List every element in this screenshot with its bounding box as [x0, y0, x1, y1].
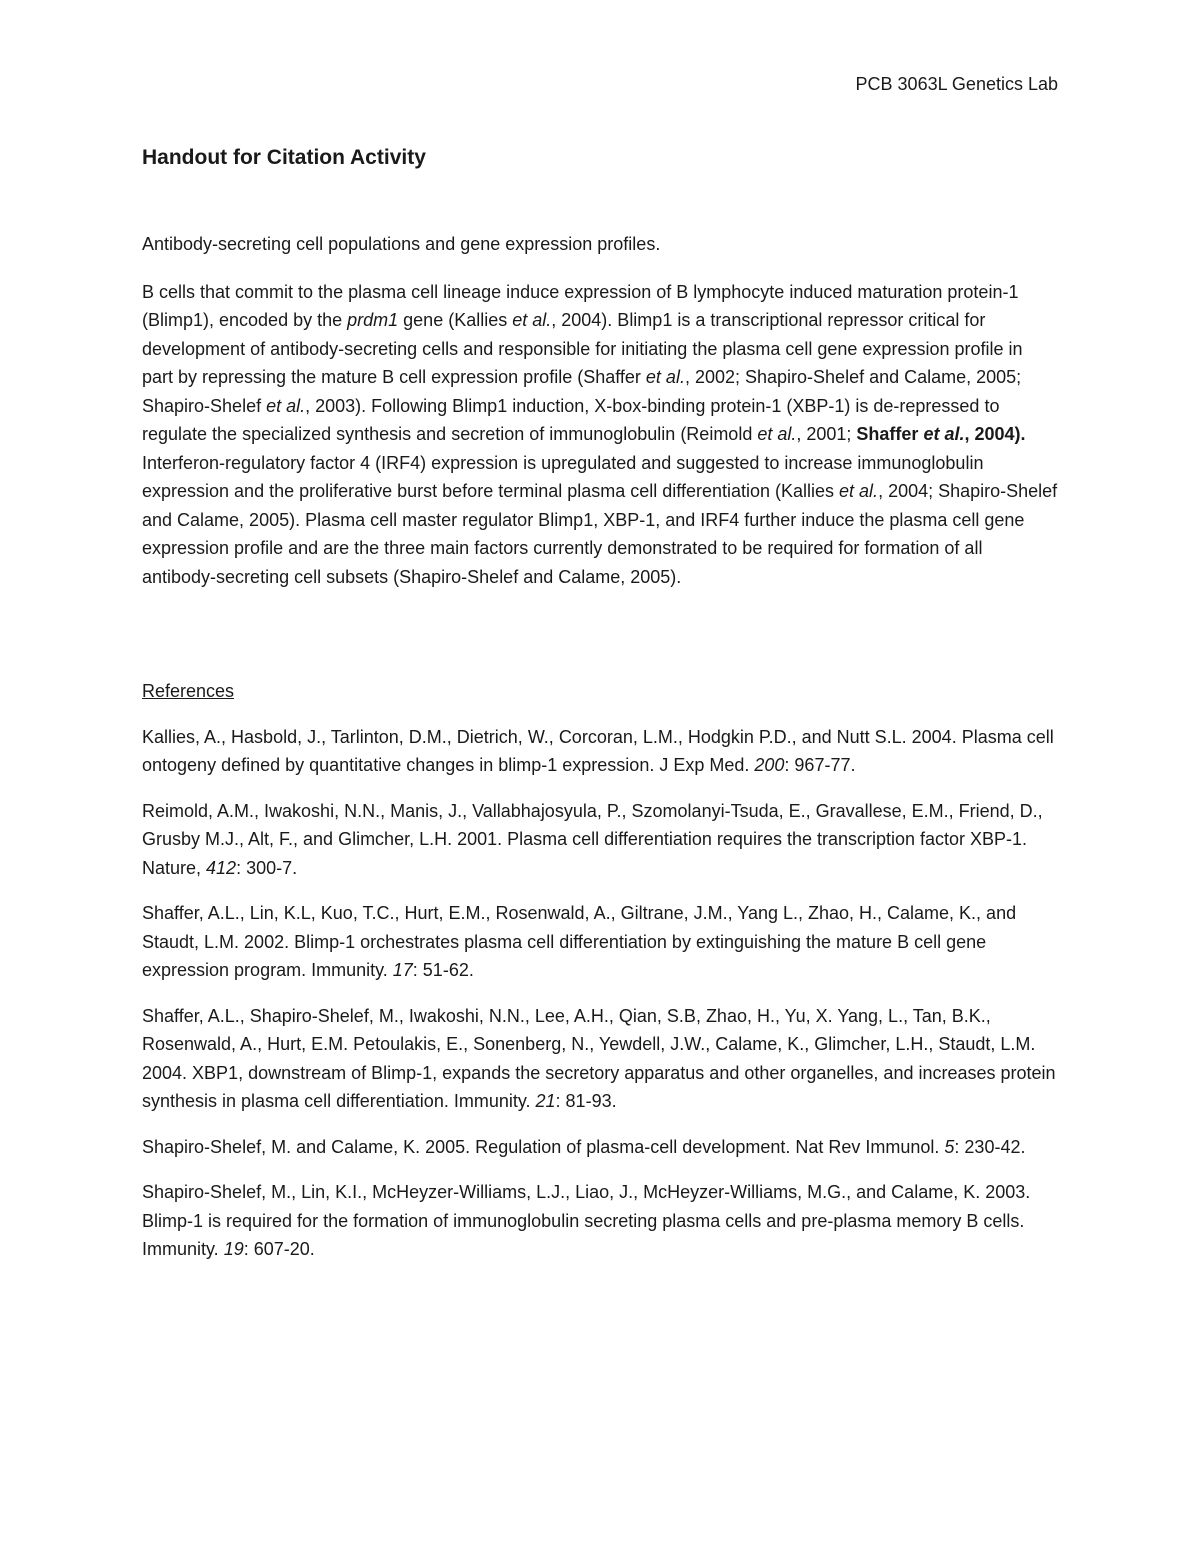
- reference-volume: 17: [392, 960, 413, 980]
- references-list: [142, 723, 1058, 1264]
- reference-volume: 19: [223, 1239, 244, 1259]
- paragraph-text: B cells that commit to the plasma cell lineage induce expression of B lymphocyte induced maturation protein-1 (Blimp1), encoded by the: [142, 281, 1019, 330]
- et-al: et al.: [512, 310, 552, 330]
- reference-pages: : 51-62.: [412, 960, 474, 980]
- reference-pages: : 607-20.: [243, 1239, 315, 1259]
- paragraph-text: Interferon-regulatory factor 4 (IRF4) expression is upregulated and suggested to increase immunoglobulin expression and the proliferative burst before terminal plasma cell differentiation (Kallies: [142, 452, 984, 501]
- gene-name: prdm1: [347, 310, 399, 330]
- document-body: [142, 230, 1058, 1281]
- et-al: et al.: [757, 424, 797, 444]
- reference-entry: [142, 723, 1058, 780]
- reference-volume: 200: [754, 755, 785, 775]
- reference-text: Kallies, A., Hasbold, J., Tarlinton, D.M., Dietrich, W., Corcoran, L.M., Hodgkin P.D., and Nutt S.L. 2004. Plasma cell ontogeny defined by quantitative changes in blimp-1 expression. J Exp Med.: [142, 726, 1054, 775]
- reference-entry: [142, 797, 1058, 883]
- bold-citation-text: , 2004).: [964, 424, 1026, 444]
- paragraph-text: , 2004; Shapiro-Shelef and Calame, 2005). Plasma cell master regulator Blimp1, XBP-1, and IRF4 further induce the plasma cell gene expression profile and are the three main factors currently demonstrated to be required for formation of all antibody-secreting cell subsets (Shapiro-Shelef and Calame, 2005).: [142, 481, 1058, 587]
- et-al: et al.: [266, 395, 306, 416]
- reference-entry: [142, 1178, 1058, 1264]
- paragraph-text: , 2003). Following Blimp1 induction, X-box-binding protein-1 (XBP-1) is de-repressed to regulate the specialized synthesis and secretion of immunoglobulin (Reimold: [142, 395, 1000, 444]
- bold-citation: [856, 424, 1025, 444]
- page-title: Handout for Citation Activity: [142, 146, 426, 169]
- reference-entry: [142, 1002, 1058, 1116]
- reference-pages: : 300-7.: [236, 857, 298, 878]
- reference-entry: [142, 899, 1058, 985]
- paragraph-text: , 2004). Blimp1 is a transcriptional repressor critical for development of antibody-secreting cells and responsible for initiating the plasma cell gene expression profile in part by repressing the mature B cell expression profile (Shaffer: [142, 310, 1023, 387]
- paragraph-text: , 2002; Shapiro-Shelef and Calame, 2005; Shapiro-Shelef: [142, 367, 1022, 416]
- body-paragraph: [142, 278, 1058, 592]
- et-al: et al.: [645, 367, 685, 387]
- reference-volume: 21: [535, 1091, 556, 1111]
- section-heading: Antibody-secreting cell populations and gene expression profiles.: [142, 234, 661, 254]
- course-header: PCB 3063L Genetics Lab: [855, 74, 1058, 94]
- et-al: et al.: [839, 481, 879, 501]
- reference-volume: 412: [206, 857, 237, 878]
- reference-pages: : 81-93.: [555, 1091, 617, 1111]
- reference-pages: : 230-42.: [954, 1136, 1026, 1157]
- reference-pages: : 967-77.: [784, 755, 856, 775]
- reference-text: Shapiro-Shelef, M., Lin, K.I., McHeyzer-Williams, L.J., Liao, J., McHeyzer-Williams, M.G., and Calame, K. 2003. Blimp-1 is required for the formation of immunoglobulin secreting plasma cells and pre-plasma memory B cells. Immunity.: [142, 1182, 1031, 1259]
- paragraph-text: , 2001;: [796, 424, 857, 444]
- reference-volume: 5: [944, 1136, 955, 1157]
- references-heading: References: [142, 681, 235, 701]
- reference-entry: [142, 1133, 1058, 1162]
- reference-text: Shapiro-Shelef, M. and Calame, K. 2005. Regulation of plasma-cell development. Nat Rev Immunol.: [142, 1136, 945, 1157]
- paragraph-text: gene (Kallies: [398, 310, 513, 330]
- reference-text: Shaffer, A.L., Shapiro-Shelef, M., Iwakoshi, N.N., Lee, A.H., Qian, S.B, Zhao, H., Yu, X. Yang, L., Tan, B.K., Rosenwald, A., Hurt, E.M. Petoulakis, E., Sonenberg, N., Yewdell, J.W., Calame, K., Glimcher, L.H., Staudt, L.M. 2004. XBP1, downstream of Blimp-1, expands the secretory apparatus and other organelles, and increases protein synthesis in plasma cell differentiation. Immunity.: [142, 1005, 1056, 1111]
- bold-citation-text: Shaffer: [856, 424, 924, 444]
- et-al: et al.: [923, 424, 965, 444]
- reference-text: Reimold, A.M., Iwakoshi, N.N., Manis, J., Vallabhajosyula, P., Szomolanyi-Tsuda, E., Gravallese, E.M., Friend, D., Grusby M.J., Alt, F., and Glimcher, L.H. 2001. Plasma cell differentiation requires the transcription factor XBP-1. Nature,: [142, 800, 1043, 878]
- reference-text: Shaffer, A.L., Lin, K.L, Kuo, T.C., Hurt, E.M., Rosenwald, A., Giltrane, J.M., Yang L., Zhao, H., Calame, K., and Staudt, L.M. 2002. Blimp-1 orchestrates plasma cell differentiation by extinguishing the mature B cell gene expression program. Immunity.: [142, 903, 1017, 980]
